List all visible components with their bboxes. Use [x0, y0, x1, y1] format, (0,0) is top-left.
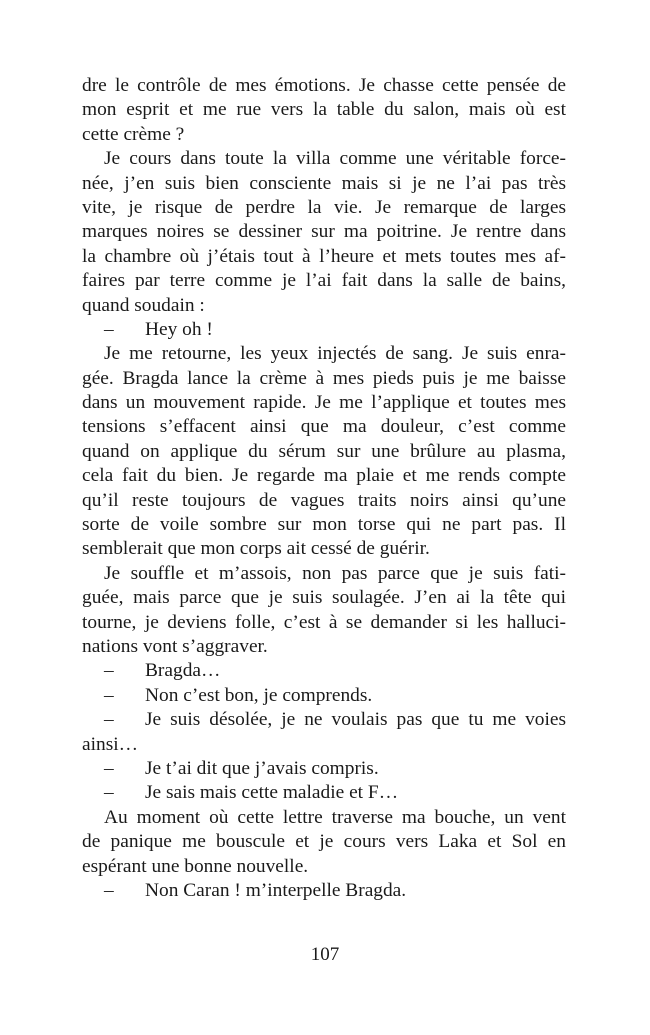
text-line: quand on applique du sérum sur une brûlure au plasma, — [82, 440, 566, 462]
text-line: cette crème ? — [82, 123, 185, 145]
text-line: qu’il reste toujours de vagues traits noirs ainsi qu’une — [82, 489, 566, 511]
dialogue-dash: – — [104, 709, 114, 731]
text-line: faires par terre comme je l’ai fait dans la salle de bains, — [82, 270, 566, 292]
text-line: vite, je risque de perdre la vie. Je remarque de larges — [82, 196, 566, 218]
dialogue-text: Je suis désolée, je ne voulais pas que tu me voies — [145, 709, 566, 731]
dialogue-text: Non c’est bon, je comprends. — [145, 684, 373, 706]
dialogue-text: Bragda… — [145, 660, 221, 682]
dialogue-line — [82, 879, 566, 903]
text-line: nations vont s’aggraver. — [82, 635, 268, 657]
text-line: ainsi… — [82, 733, 139, 755]
text-line: cela fait du bien. Je regarde ma plaie et me rends compte — [82, 465, 566, 487]
text-line: dre le contrôle de mes émotions. Je chasse cette pensée de — [82, 75, 566, 96]
text-line: gée. Bragda lance la crème à mes pieds puis je me baisse — [82, 367, 566, 389]
text-line: semblerait que mon corps ait cessé de guérir. — [82, 538, 430, 560]
text-line: Je cours dans toute la villa comme une véritable force- — [104, 148, 566, 170]
text-line: mon esprit et me rue vers la table du salon, mais où est — [82, 99, 566, 121]
text-line: sorte de voile sombre sur mon torse qui ne part pas. Il — [82, 514, 566, 536]
text-line: Je souffle et m’assois, non pas parce que je suis fati- — [104, 562, 566, 584]
text-line: Je me retourne, les yeux injectés de sang. Je suis enra- — [104, 343, 566, 365]
book-page-text — [82, 74, 566, 903]
text-line: Au moment où cette lettre traverse ma bouche, un vent — [104, 806, 566, 828]
dialogue-line — [82, 781, 566, 805]
text-line: marques noires se dessiner sur ma poitrine. Je rentre dans — [82, 221, 566, 243]
text-line: guée, mais parce que je suis soulagée. J’en ai la tête qui — [82, 587, 566, 609]
dialogue-dash: – — [104, 684, 114, 706]
dialogue-line — [82, 757, 566, 781]
text-line: espérant une bonne nouvelle. — [82, 855, 309, 877]
text-line: dans un mouvement rapide. Je me l’applique et toutes mes — [82, 392, 566, 414]
text-line: tourne, je deviens folle, c’est à se demander si les halluci- — [82, 611, 566, 633]
dialogue-text: Je t’ai dit que j’avais compris. — [145, 757, 379, 779]
text-line: tensions s’effacent ainsi que ma douleur, c’est comme — [82, 416, 566, 438]
dialogue-line — [82, 659, 566, 683]
text-line: née, j’en suis bien consciente mais si je ne l’ai pas très — [82, 172, 566, 194]
dialogue-text: Non Caran ! m’interpelle Bragda. — [145, 879, 407, 901]
text-line: de panique me bouscule et je cours vers Laka et Sol en — [82, 831, 566, 853]
text-line: la chambre où j’étais tout à l’heure et mets toutes mes af- — [82, 245, 566, 267]
dialogue-dash: – — [104, 782, 114, 804]
dialogue-text: Je sais mais cette maladie et F… — [145, 782, 399, 804]
dialogue-text: Hey oh ! — [145, 318, 213, 340]
page-number: 107 — [310, 944, 340, 965]
dialogue-line — [82, 318, 566, 342]
dialogue-dash: – — [104, 879, 114, 901]
dialogue-line — [82, 684, 566, 708]
dialogue-dash: – — [104, 660, 114, 682]
dialogue-line — [82, 708, 566, 732]
dialogue-dash: – — [104, 757, 114, 779]
dialogue-dash: – — [104, 318, 114, 340]
text-line: quand soudain : — [82, 294, 205, 316]
